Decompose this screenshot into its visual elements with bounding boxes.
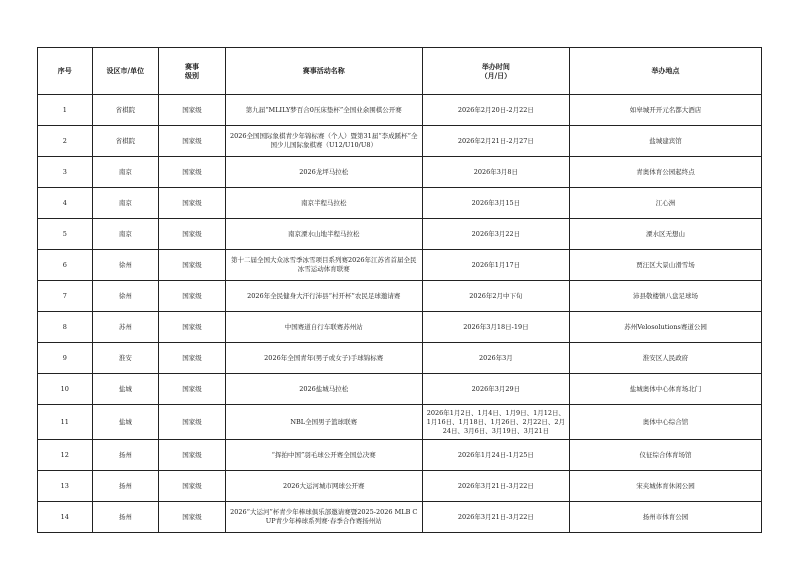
header-place: 举办地点 — [570, 48, 762, 95]
cell-level: 国家级 — [159, 312, 226, 343]
cell-time: 2026年3月29日 — [422, 374, 569, 405]
cell-no: 9 — [38, 343, 93, 374]
cell-name: 2026“大运河”杯青少年棒球俱乐部邀请赛暨2025-2026 MLB CUP青少年棒球系列赛·春季合作赛扬州站 — [225, 502, 422, 533]
cell-name: NBL全国男子篮球联赛 — [225, 405, 422, 440]
cell-name: 2026年全国青年(男子或女子)手球锦标赛 — [225, 343, 422, 374]
cell-time: 2026年3月8日 — [422, 157, 569, 188]
cell-level: 国家级 — [159, 343, 226, 374]
cell-name: 2026龙坪马拉松 — [225, 157, 422, 188]
cell-level: 国家级 — [159, 471, 226, 502]
table-row — [38, 502, 762, 533]
table-header-row — [38, 48, 762, 95]
cell-place: 沛县敬楼镇八盘足球场 — [570, 281, 762, 312]
cell-level: 国家级 — [159, 502, 226, 533]
cell-time: 2026年3月21日-3月22日 — [422, 502, 569, 533]
table-row — [38, 95, 762, 126]
cell-time: 2026年3月22日 — [422, 219, 569, 250]
cell-org: 徐州 — [92, 250, 159, 281]
cell-level: 国家级 — [159, 219, 226, 250]
cell-name: 2026大运河城市网球公开赛 — [225, 471, 422, 502]
cell-org: 盐城 — [92, 374, 159, 405]
table-row — [38, 312, 762, 343]
cell-place: 宋夹城体育休闲公园 — [570, 471, 762, 502]
cell-time: 2026年3月21日-3月22日 — [422, 471, 569, 502]
cell-place: 苏州Velosolutions赛道公园 — [570, 312, 762, 343]
table-row — [38, 281, 762, 312]
header-level: 赛事 级别 — [159, 48, 226, 95]
cell-no: 7 — [38, 281, 93, 312]
cell-place: 淮安区人民政府 — [570, 343, 762, 374]
cell-place: 盐城建宾馆 — [570, 126, 762, 157]
cell-org: 扬州 — [92, 471, 159, 502]
cell-org: 淮安 — [92, 343, 159, 374]
cell-name: “挥拍中国”羽毛球公开赛全国总决赛 — [225, 440, 422, 471]
table-row — [38, 188, 762, 219]
cell-place: 盐城奥体中心体育场北门 — [570, 374, 762, 405]
cell-org: 扬州 — [92, 502, 159, 533]
cell-level: 国家级 — [159, 157, 226, 188]
cell-place: 如皋城开开元名都大酒店 — [570, 95, 762, 126]
cell-org: 省棋院 — [92, 126, 159, 157]
cell-place: 仪征综合体育场馆 — [570, 440, 762, 471]
cell-place: 扬州市体育公园 — [570, 502, 762, 533]
cell-name: 2026盐城马拉松 — [225, 374, 422, 405]
table-row — [38, 405, 762, 440]
cell-org: 盐城 — [92, 405, 159, 440]
cell-name: 第九届“MLILY梦百合0压床垫杯”全国业余围棋公开赛 — [225, 95, 422, 126]
cell-time: 2026年3月18日-19日 — [422, 312, 569, 343]
cell-level: 国家级 — [159, 440, 226, 471]
table-row — [38, 157, 762, 188]
table-row — [38, 374, 762, 405]
cell-level: 国家级 — [159, 281, 226, 312]
cell-level: 国家级 — [159, 126, 226, 157]
cell-org: 南京 — [92, 219, 159, 250]
cell-org: 南京 — [92, 188, 159, 219]
header-org: 设区市/单位 — [92, 48, 159, 95]
cell-no: 10 — [38, 374, 93, 405]
cell-time: 2026年1月17日 — [422, 250, 569, 281]
cell-no: 5 — [38, 219, 93, 250]
cell-no: 3 — [38, 157, 93, 188]
cell-name: 2026年全民健身大汗行沛县“村开杯”农民足球邀请赛 — [225, 281, 422, 312]
cell-no: 12 — [38, 440, 93, 471]
cell-level: 国家级 — [159, 250, 226, 281]
cell-org: 苏州 — [92, 312, 159, 343]
header-name: 赛事活动名称 — [225, 48, 422, 95]
table-row — [38, 440, 762, 471]
cell-no: 13 — [38, 471, 93, 502]
cell-org: 南京 — [92, 157, 159, 188]
cell-time: 2026年3月15日 — [422, 188, 569, 219]
cell-time: 2026年1月2日、1月4日、1月9日、1月12日、1月16日、1月18日、1月26日、2月22日、2月24日、3月6日、3月19日、3月21日 — [422, 405, 569, 440]
header-time: 举办时间 （月/日） — [422, 48, 569, 95]
cell-level: 国家级 — [159, 374, 226, 405]
cell-place: 江心洲 — [570, 188, 762, 219]
cell-no: 11 — [38, 405, 93, 440]
cell-place: 贾汪区大景山滑雪场 — [570, 250, 762, 281]
cell-time: 2026年3月 — [422, 343, 569, 374]
header-no: 序号 — [38, 48, 93, 95]
cell-org: 省棋院 — [92, 95, 159, 126]
cell-no: 2 — [38, 126, 93, 157]
cell-time: 2026年2月中下旬 — [422, 281, 569, 312]
cell-name: 南京溧水山地半程马拉松 — [225, 219, 422, 250]
cell-level: 国家级 — [159, 95, 226, 126]
cell-name: 第十二届全国大众冰雪季冰雪项目系列赛2026年江苏省首届全民冰雪运动体育联赛 — [225, 250, 422, 281]
table-row — [38, 343, 762, 374]
cell-place: 青奥体育公园起终点 — [570, 157, 762, 188]
cell-level: 国家级 — [159, 188, 226, 219]
cell-name: 中国赛道自行车联赛苏州站 — [225, 312, 422, 343]
cell-name: 2026全国国际象棋青少年锦标赛（个人）暨第31届“李成蹊杯”全国少儿国际象棋赛（U12/U10/U8） — [225, 126, 422, 157]
table-row — [38, 126, 762, 157]
cell-level: 国家级 — [159, 405, 226, 440]
cell-name: 南京半程马拉松 — [225, 188, 422, 219]
cell-no: 8 — [38, 312, 93, 343]
cell-no: 4 — [38, 188, 93, 219]
cell-time: 2026年1月24日-1月25日 — [422, 440, 569, 471]
cell-no: 6 — [38, 250, 93, 281]
table-row — [38, 471, 762, 502]
events-table — [37, 47, 762, 533]
cell-org: 徐州 — [92, 281, 159, 312]
cell-place: 溧水区无想山 — [570, 219, 762, 250]
cell-org: 扬州 — [92, 440, 159, 471]
cell-no: 1 — [38, 95, 93, 126]
table-row — [38, 219, 762, 250]
table-row — [38, 250, 762, 281]
cell-no: 14 — [38, 502, 93, 533]
cell-time: 2026年2月20日-2月22日 — [422, 95, 569, 126]
cell-time: 2026年2月21日-2月27日 — [422, 126, 569, 157]
cell-place: 奥体中心综合馆 — [570, 405, 762, 440]
